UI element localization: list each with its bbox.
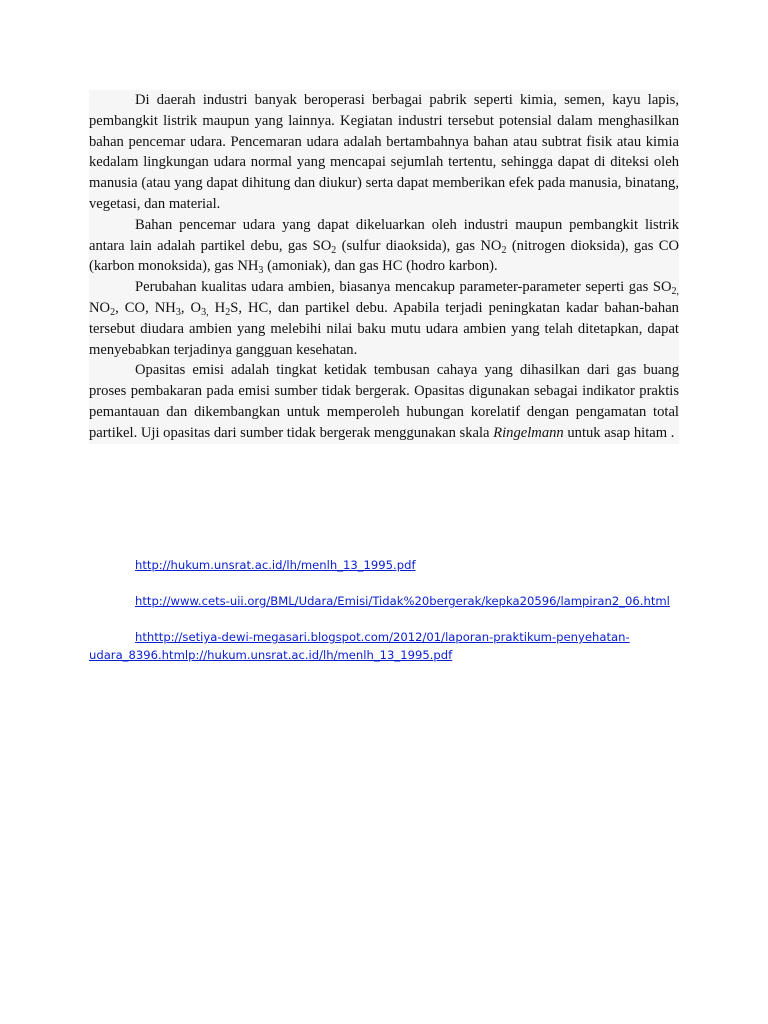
reference-link-1[interactable]: http://hukum.unsrat.ac.id/lh/menlh_13_1995.pdf (135, 558, 416, 572)
subscript: 2 (225, 306, 231, 318)
body-text-block (89, 90, 679, 444)
paragraph-2-text-b: (sulfur diaoksida), gas NO (336, 237, 502, 254)
paragraph-3-text-d: , O (180, 299, 202, 316)
references-list (89, 556, 679, 664)
paragraph-1-text: Di daerah industri banyak beroperasi berbagai pabrik seperti kimia, semen, kayu lapis, pembangkit listrik maupun yang lainnya. Kegiatan industri tersebut potensial dalam menghasilkan bahan pencemar udara. Pencemaran udara adalah bertambahnya bahan atau subtrat fisik atau kimia kedalam lingkungan udara normal yang mencapai sejumlah tertentu, sehingga dapat di diteksi oleh manusia (atau yang dapat dihitung dan diukur) serta dapat memberikan efek pada manusia, binatang, vegetasi, dan material. (89, 92, 679, 212)
paragraph-3-text-c: , CO, NH (115, 299, 176, 316)
paragraph-2-text-c: (nitrogen dioksida), gas CO (karbon monoksida), gas NH (89, 237, 679, 275)
paragraph-2 (89, 215, 679, 277)
paragraph-1 (89, 90, 679, 215)
subscript: 3 (175, 306, 181, 318)
italic-term: Ringelmann (493, 424, 564, 441)
reference-link-3-line-2: udara_8396.htmlp://hukum.unsrat.ac.id/lh/menlh_13_1995.pdf (89, 648, 453, 662)
reference-link-3-line-1: hthttp://setiya-dewi-megasari.blogspot.com/2012/01/laporan-praktikum-penyehatan- (135, 630, 630, 644)
paragraph-4-text-a: Opasitas emisi adalah tingkat ketidak tembusan cahaya yang dihasilkan dari gas buang proses pembakaran pada emisi sumber tidak bergerak. Opasitas digunakan sebagai indikator praktis pemantauan dan dikembangkan untuk memperoleh hubungan korelatif dengan pengamatan total partikel. Uji opasitas dari sumber tidak bergerak menggunakan skala (89, 362, 679, 441)
subscript: 2, (671, 286, 679, 298)
paragraph-2-text-d: (amoniak), dan gas HC (hodro karbon). (263, 258, 498, 275)
subscript: 2 (331, 244, 337, 256)
subscript: 3, (201, 306, 209, 318)
subscript: 2 (110, 306, 116, 318)
paragraph-4-text-b: untuk asap hitam . (563, 424, 675, 441)
reference-link-3[interactable] (89, 628, 679, 664)
paragraph-2-text-a: Bahan pencemar udara yang dapat dikeluarkan oleh industri maupun pembangkit listrik antara lain adalah partikel debu, gas SO (89, 216, 679, 254)
reference-link-2[interactable]: http://www.cets-uii.org/BML/Udara/Emisi/Tidak%20bergerak/kepka20596/lampiran2_06.html (135, 594, 670, 608)
subscript: 2 (501, 244, 507, 256)
subscript: 3 (258, 265, 264, 277)
paragraph-3-text-e: H (208, 299, 226, 316)
paragraph-3-text-f: S, HC, dan partikel debu. Apabila terjadi peningkatan kadar bahan-bahan tersebut diudara ambien yang melebihi nilai baku mutu udara ambien yang telah ditetapkan, dapat menyebabkan terjadinya gangguan kesehatan. (89, 299, 679, 358)
paragraph-3 (89, 277, 679, 360)
paragraph-3-text-b: NO (89, 299, 111, 316)
paragraph-3-text-a: Perubahan kualitas udara ambien, biasanya mencakup parameter-parameter seperti gas SO (135, 279, 672, 296)
paragraph-4 (89, 360, 679, 443)
